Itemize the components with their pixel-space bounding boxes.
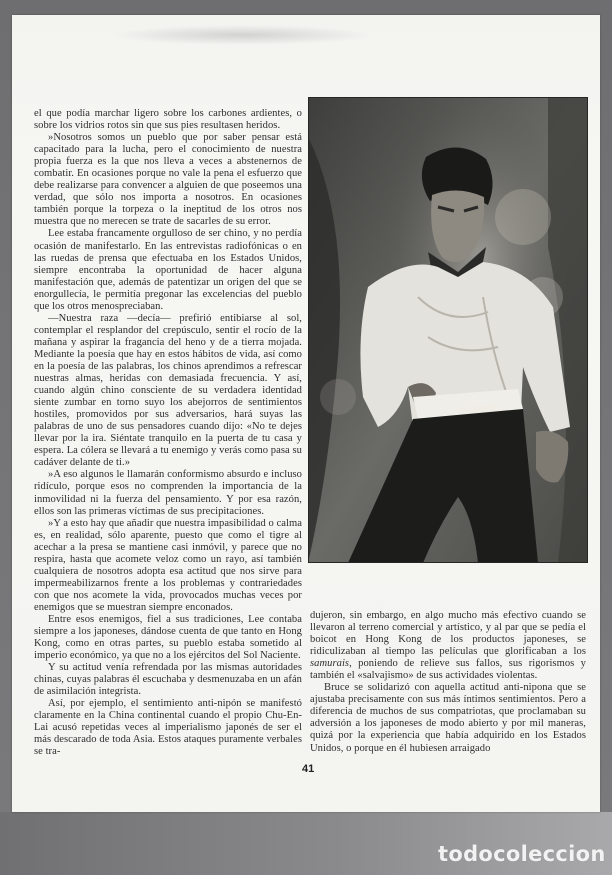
- page-fold-shadow: [112, 25, 372, 45]
- left-text-column: [34, 108, 302, 759]
- paragraph: Y su actitud venía refrendada por las mismas autoridades chinas, cuyas palabras él escuchaba y desmenuzaba en un afán de asimilación integrista.: [34, 662, 302, 698]
- magazine-page: [12, 15, 600, 812]
- paragraph: Bruce se solidarizó con aquella actitud anti-nipona que se ajustaba precisamente con sus más íntimos sentimientos. Pero a diferencia de muchos de sus compatriotas, que proclamaban su adversión a los japoneses de modo abierto y por mil maneras, quizá por la experiencia que había adquirido en los Estados Unidos, o porque en él hubiesen arraigado: [310, 682, 586, 754]
- paragraph: Así, por ejemplo, el sentimiento anti-nipón se manifestó claramente en la China continental cuando el propio Chu-En-Lai acusó repetidas veces al imperialismo japonés de ser el más descarado de toda Asia. Estos ataques puramente verbales se tra-: [34, 698, 302, 758]
- right-text-column: [310, 610, 586, 755]
- text-run: dujeron, sin embargo, en algo mucho más efectivo cuando se llevaron al terreno comercial y artístico, y al par que se pedía el boicot en Hong Kong de los productos japoneses, se ridiculizaban al tiempo las películas que glorificaban a los: [310, 610, 586, 658]
- paragraph: Lee estaba francamente orgulloso de ser chino, y no perdía ocasión de manifestarlo. En las entrevistas radiofónicas o en las ruedas de prensa que efectuaba en los Estados Unidos, siempre encontraba la oportunidad de hacer alguna manifestación que, además de patentizar un origen del que se enorgullecía, le permitía pregonar las excelencias del pueblo que los otros menospreciaban.: [34, 228, 302, 312]
- paragraph: el que podía marchar ligero sobre los carbones ardientes, o sobre los vidrios rotos sin que sus pies resultasen heridos.: [34, 108, 302, 132]
- paragraph: —Nuestra raza —decía— prefirió entibiarse al sol, contemplar el resplandor del crepúsculo, sentir el rocío de la mañana y aspirar la fragancia del heno y de a tierra mojada. Mediante la poesía que hay en estos hábitos de vida, así como en la poesía de las palabras, los chinos aprendimos a refrescar nuestras almas, heridas con demasiada frecuencia. Y así, cuando algún chino consciente de su verdadera identidad siente zumbar en torno suyo los abejorros de sentimientos hostiles, promovidos por sus adversarios, hará suyas las palabras de uno de sus pensadores cuando dijo: «No te dejes llevar por la ira. Siéntate tranquilo en la puerta de tu casa y espera. La cólera se llevará a tu enemigo y verás como pasa su cadáver delante de ti.»: [34, 312, 302, 469]
- text-run: , poniendo de relieve sus fallos, sus rigorismos y también el «salvajismo» de sus actividades violentas.: [310, 658, 586, 682]
- paragraph: »A eso algunos le llamarán conformismo absurdo e incluso ridículo, porque esos no comprenden la importancia de la inmovilidad ni la fuerza del pensamiento. Y por esa razón, ellos son las primeras víctimas de sus precipitaciones.: [34, 469, 302, 517]
- paragraph: Entre esos enemigos, fiel a sus tradiciones, Lee contaba siempre a los japoneses, dándose cuenta de que tanto en Hong Kong, como en otras partes, su pueblo estaba sometido al imperio económico, ya que no a los ejércitos del Sol Naciente.: [34, 613, 302, 662]
- paragraph: »Nosotros somos un pueblo que por saber pensar está capacitado para la lucha, pero el conocimiento de nuestra propia fuerza es la que nos lleva a veces a abstenernos de combatir. En ocasiones porque no vale la pena el esfuerzo que debe realizarse para convencer a alguien de que poseemos una verdad, que sólo nos importa a nosotros. En ocasiones también porque la torpeza o la ineptitud de los otros nos muestra que no merecen se trate de sacarles de su error.: [34, 132, 302, 228]
- watermark-logo: todocoleccion: [438, 842, 606, 866]
- paragraph: »Y a esto hay que añadir que nuestra impasibilidad o calma es, en realidad, sólo aparente, puesto que como el tigre al acechar a la presa se mantiene casi inmóvil, y parece que no respira, hasta que acomete veloz como un rayo, así también cualquiera de nosotros adopta esa actitud que nos sirve para impermeabilizarnos frente a los problemas y contrariedades con que nos acomete la vida, provocados muchas veces por enemigos que se muestran siempre enconados.: [34, 517, 302, 613]
- italic-term: samurais: [310, 658, 350, 670]
- page-number: 41: [302, 763, 315, 775]
- photo-illustration: [308, 97, 588, 563]
- paragraph: [310, 610, 586, 682]
- article-photo: [308, 97, 588, 563]
